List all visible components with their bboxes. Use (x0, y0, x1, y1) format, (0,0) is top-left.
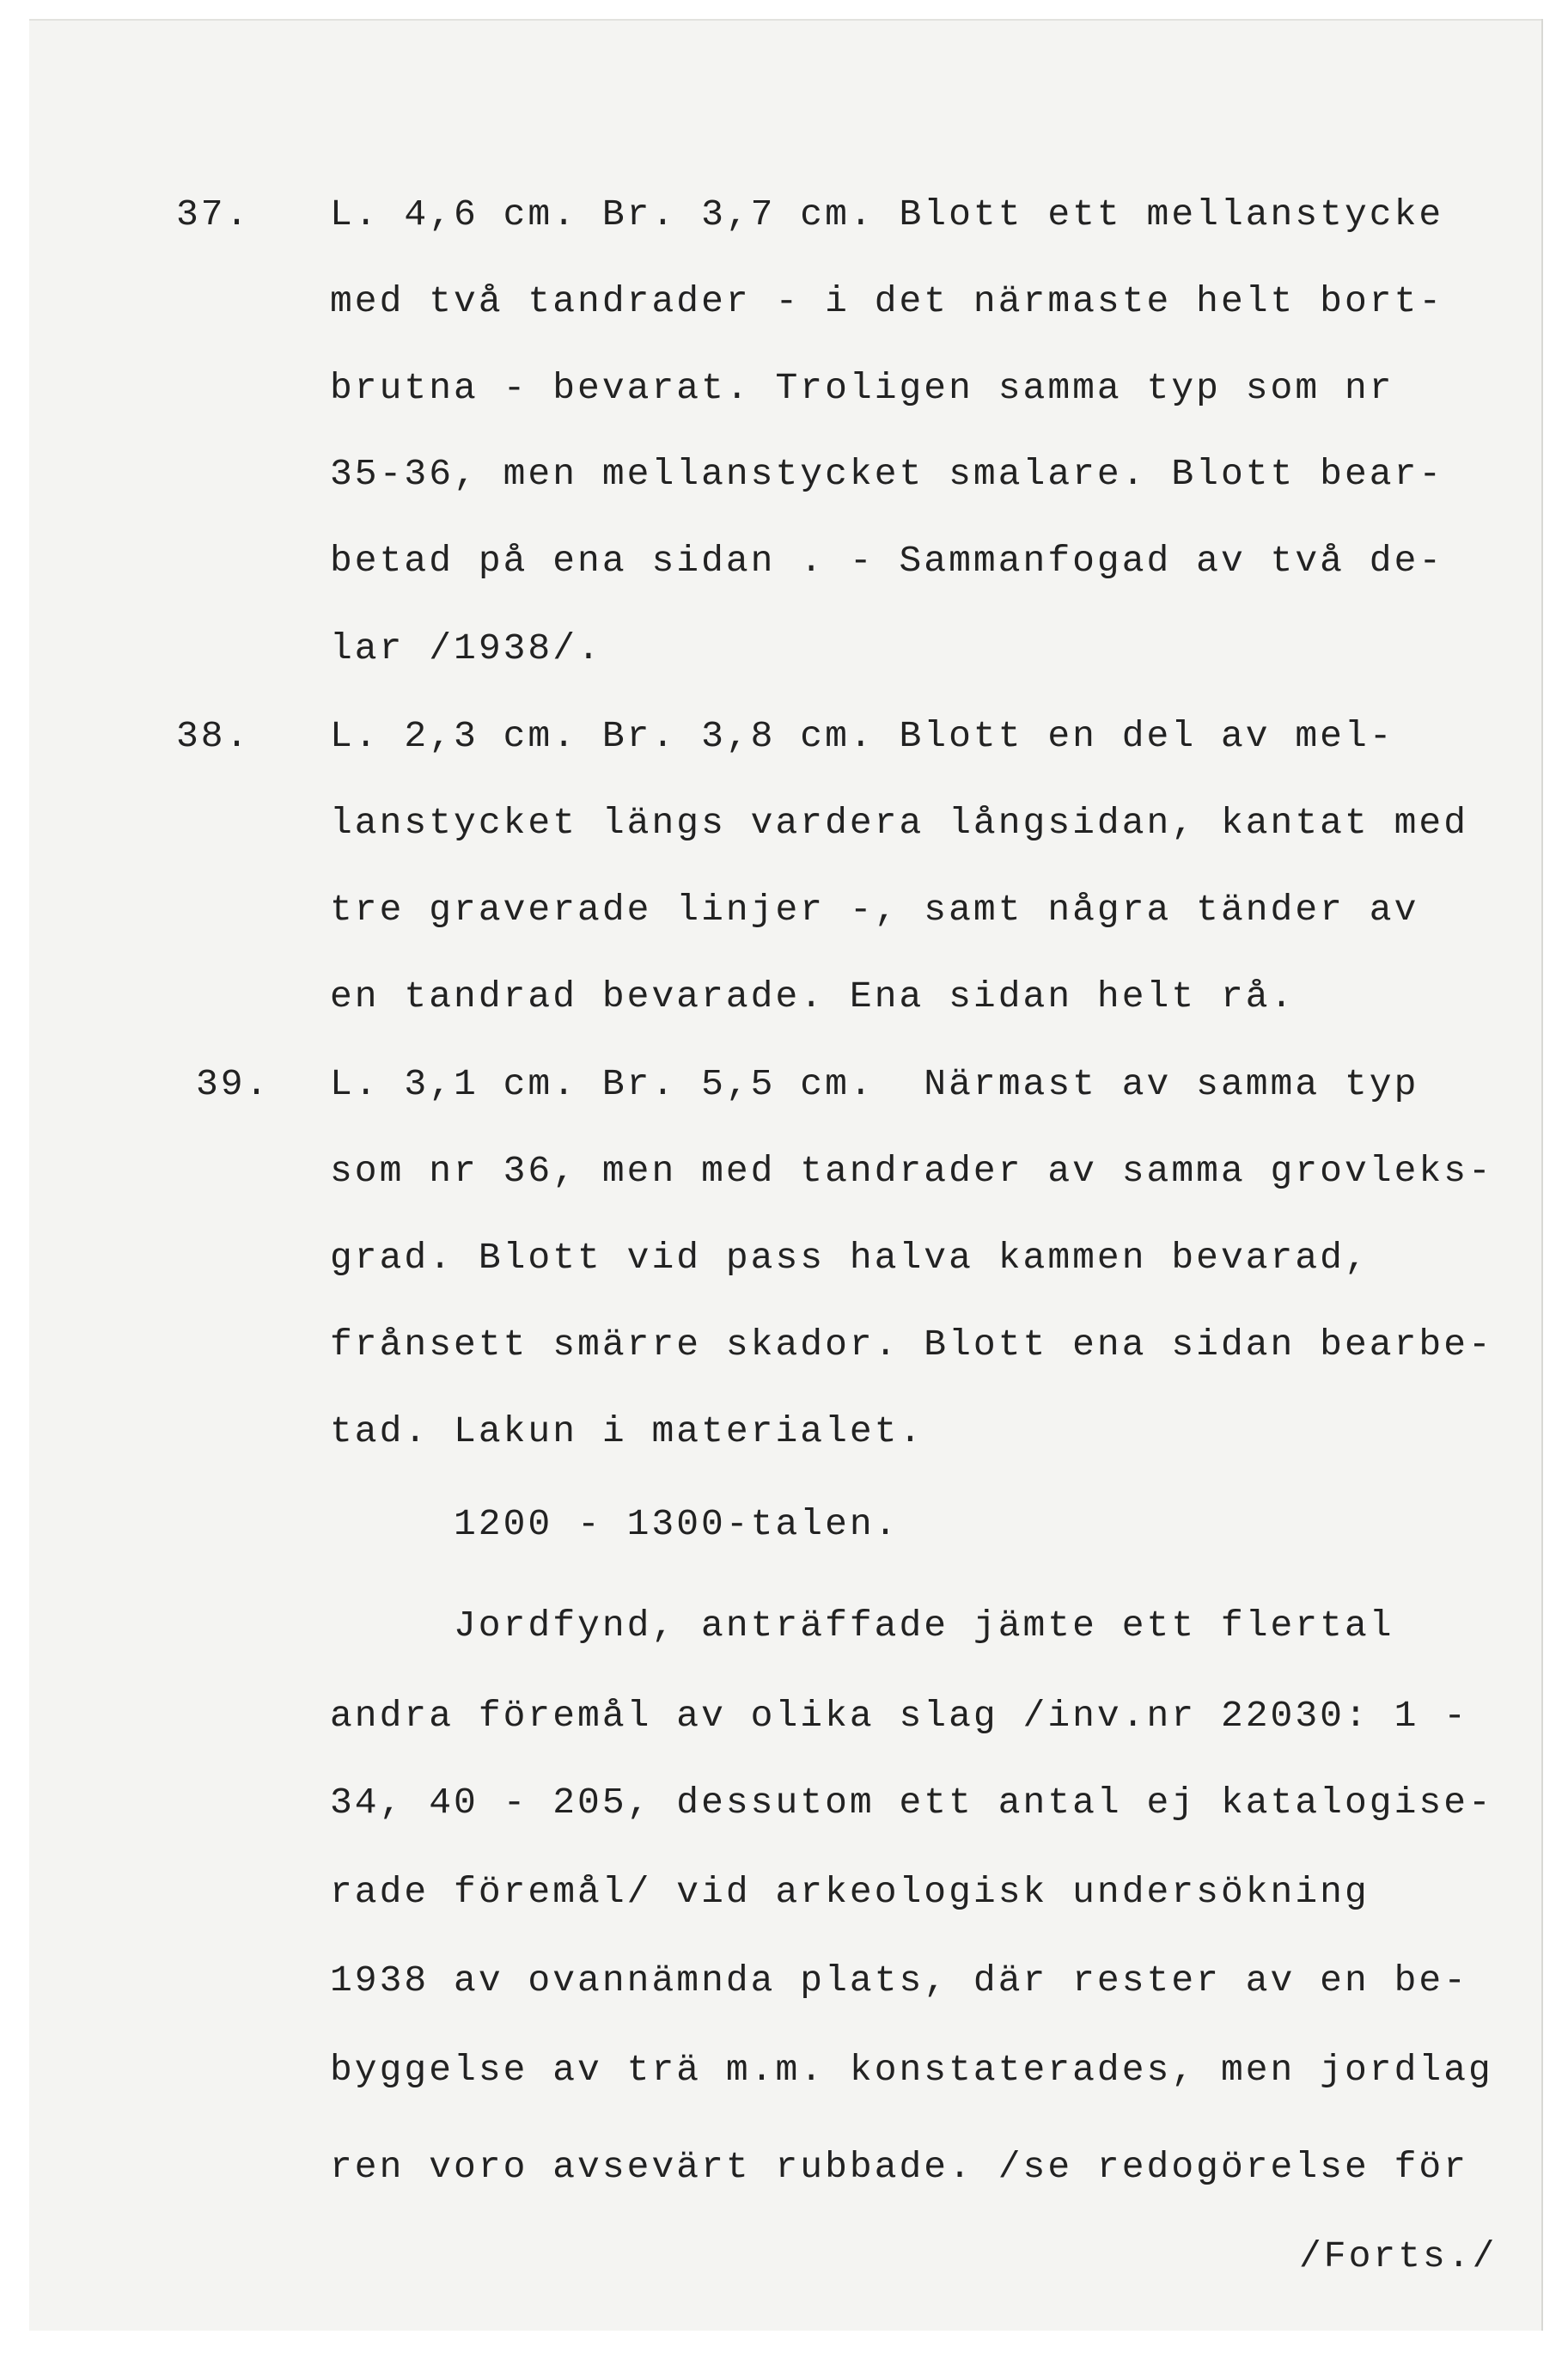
paragraph-line: 34, 40 - 205, dessutom ett antal ej katalogise- (330, 1782, 1493, 1824)
text-line: L. 3,1 cm. Br. 5,5 cm. Närmast av samma typ (330, 1063, 1419, 1105)
entry-number: 39. (196, 1063, 271, 1105)
text-line: lanstycket längs vardera långsidan, kantat med (330, 802, 1468, 844)
text-line: som nr 36, men med tandrader av samma grovleks- (330, 1150, 1493, 1192)
text-line: betad på ena sidan . - Sammanfogad av två de- (330, 540, 1444, 582)
text-line: med två tandrader - i det närmaste helt bort- (330, 280, 1444, 322)
paragraph-line: rade föremål/ vid arkeologisk undersökning (330, 1871, 1370, 1913)
text-line: lar /1938/. (330, 627, 602, 669)
text-line: tre graverade linjer -, samt några tänder av (330, 889, 1419, 931)
paragraph-line: 1938 av ovannämnda plats, där rester av en be- (330, 1959, 1468, 2002)
text-line: frånsett smärre skador. Blott ena sidan bearbe- (330, 1323, 1493, 1366)
text-line: en tandrad bevarade. Ena sidan helt rå. (330, 975, 1296, 1018)
text-line: tad. Lakun i materialet. (330, 1410, 924, 1452)
entry-number: 37. (176, 193, 251, 235)
paragraph-line: ren voro avsevärt rubbade. /se redogörelse för (330, 2146, 1468, 2188)
continuation-note: /Forts./ (1299, 2235, 1498, 2277)
entry-number: 38. (176, 715, 251, 757)
page-top-edge (29, 19, 1541, 21)
text-line: grad. Blott vid pass halva kammen bevarad, (330, 1237, 1370, 1279)
text-line: 35-36, men mellanstycket smalare. Blott bear- (330, 453, 1444, 495)
paragraph-line: andra föremål av olika slag /inv.nr 22030: 1 - (330, 1695, 1468, 1737)
text-line: brutna - bevarat. Troligen samma typ som nr (330, 367, 1394, 409)
text-line: L. 2,3 cm. Br. 3,8 cm. Blott en del av mel- (330, 715, 1394, 757)
text-line: L. 4,6 cm. Br. 3,7 cm. Blott ett mellanstycke (330, 193, 1444, 235)
dating-line: 1200 - 1300-talen. (454, 1503, 900, 1545)
paragraph-line: byggelse av trä m.m. konstaterades, men jordlag (330, 2049, 1493, 2091)
paragraph-line: Jordfynd, anträffade jämte ett flertal (454, 1604, 1394, 1647)
